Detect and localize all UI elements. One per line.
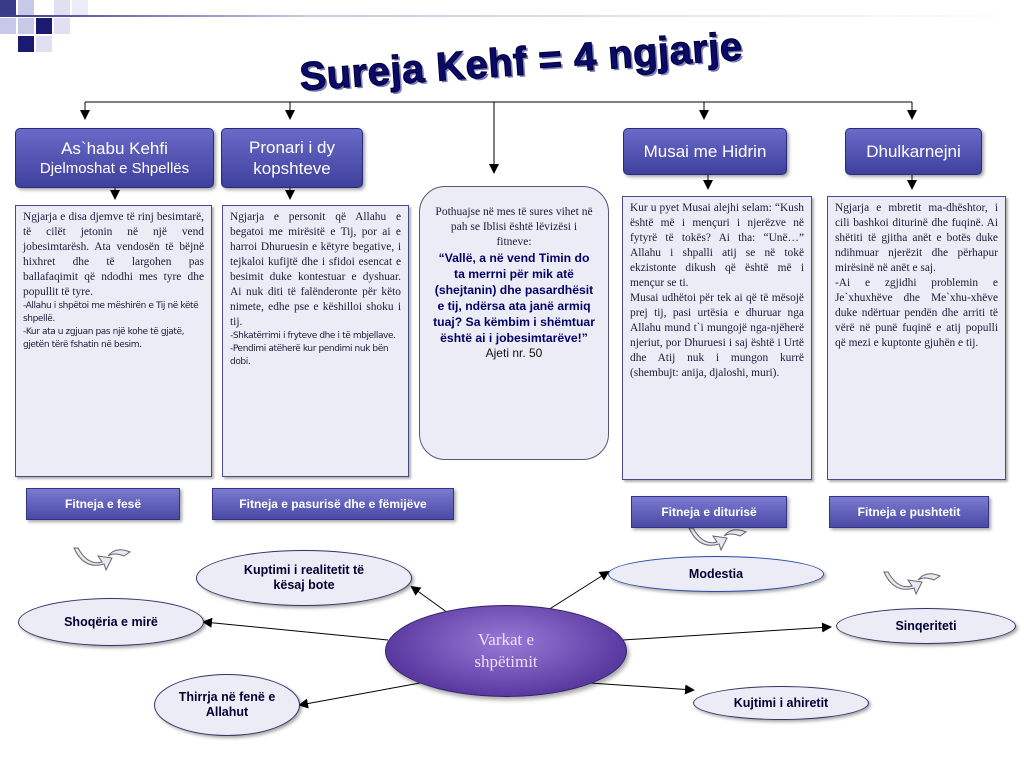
center-label: Varkat e shpëtimit: [474, 630, 538, 671]
story-note: -Shkatërrimi i fryteve dhe i të mbjellave.: [230, 331, 396, 341]
remedy-label: Thirrja në fenë e Allahut: [178, 690, 276, 719]
page-title: Sureja Kehf = 4 ngjarje: [298, 24, 744, 100]
header-dhulkarnejni: [845, 128, 982, 175]
fitne-tag-pasurise: Fitneja e pasurisë dhe e fëmijëve: [212, 488, 454, 520]
header-line1: Dhulkarnejni: [866, 142, 961, 161]
remedy-label: Shoqëria e mirë: [64, 614, 158, 629]
iblis-box: [419, 186, 609, 460]
remedy-thirrja: [154, 674, 300, 736]
story-box-pronari: [222, 205, 409, 477]
story-text: Kur u pyet Musai alejhi selam: “Kush është më i mençuri i njerëzve në fytyrë të tokës? Ai tha: “Unë…” Allahu i shpalli atij se në tokë ekzistonte dikush që është më i mençur se ti.: [630, 202, 804, 289]
story-box-musai: [622, 196, 812, 480]
header-pronari: [221, 128, 363, 188]
remedy-label: Sinqeriteti: [895, 618, 957, 633]
remedy-shoqeria: [18, 598, 204, 646]
header-ashabu-kehfi: [15, 128, 214, 188]
remedy-modestia: [608, 556, 824, 592]
remedy-label: Kujtimi i ahiretit: [733, 695, 829, 710]
remedy-kujtimi: [693, 686, 869, 720]
header-musai: [623, 128, 787, 175]
header-line2: kopshteve: [253, 159, 331, 178]
story-text: Ngjarja e personit që Allahu e begatoi me mirësitë e Tij, por ai e harroi Dhuruesin e këtyre begative, i tejkaloi kufijtë dhe i sfidoi esencat e besimit duke kontestuar e dyshuar. Ai nuk diti të falënderonte për këto nimete, edhe pse e këshilloi shoku i tij.: [230, 211, 401, 328]
story-box-dhulkarnejni: [827, 196, 1006, 480]
remedy-label: Modestia: [688, 566, 744, 581]
center-node: [385, 605, 627, 697]
story-note: -Ai e zgjidhi problemin e Je`xhuxhëve dhe Me`xhu-xhëve duke ndërtuar pendën dhe arriti të vërë në punë fuqinë e atij populli që mezi e kuptonte gjuhën e tij.: [835, 277, 998, 349]
remedy-sinqeriteti: [836, 608, 1016, 644]
header-line2: Djelmoshat e Shpellës: [39, 160, 190, 177]
iblis-intro: Pothuajse në mes të sures vihet në pah se Iblisi është lëvizësi i fitneve:: [435, 206, 593, 248]
remedy-label: Kuptimi i realitetit të kësaj bote: [243, 563, 365, 592]
story-box-ashabu-kehfi: [15, 205, 212, 477]
ayah-reference: Ajeti nr. 50: [485, 346, 543, 360]
fitne-tag-diturise: Fitneja e diturisë: [631, 496, 787, 528]
header-line1: Pronari i dy: [249, 138, 335, 157]
header-line1: As`habu Kehfi: [61, 139, 168, 158]
fitne-tag-fese: Fitneja e fesë: [26, 488, 180, 520]
story-text: Ngjarja e mbretit ma-dhështor, i cili bashkoi diturinë dhe fuqinë. Ai shëtiti të gjitha anët e botës duke ndihmuar njerëzit dhe përhapur mirësinë në anët e saj.: [835, 202, 998, 274]
story-note: -Kur ata u zgjuan pas një kohe të gjatë, gjetën tërë fshatin në besim.: [23, 327, 185, 350]
ayah-quote: “Vallë, a në vend Timin do ta merrni për mik atë (shejtanin) dhe pasardhësit e tij, ndërsa ata janë armiq tuaj? Sa këmbim i shëmtuar është ai i jobesimtarëve!”: [433, 251, 595, 345]
story-note: -Pendimi atëherë kur pendimi nuk bën dobi.: [230, 344, 389, 367]
story-text: Ngjarja e disa djemve të rinj besimtarë, të cilët jetonin në një vend jobesimtarësh. Ata vendosën të bëjnë hixhret dhe të largohen pas ballafaqimit që ndodhi mes tyre dhe popullit të tyre.: [23, 211, 204, 298]
remedy-kuptimi: [196, 550, 412, 606]
story-note: Musai udhëtoi për tek ai që të mësojë prej tij, pasi urtësia e dhuruar nga Allahu mund t`i mungojë nga-njëherë njeriut, por Dhuruesi i saj është i Urtë dhe Atij nuk i mungon kurrë (shembujt: anija, djaloshi, muri).: [630, 292, 804, 379]
header-line1: Musai me Hidrin: [643, 142, 767, 161]
story-note: -Allahu i shpëtoi me mëshirën e Tij në këtë shpellë.: [23, 301, 199, 324]
fitne-tag-pushtetit: Fitneja e pushtetit: [829, 496, 989, 528]
